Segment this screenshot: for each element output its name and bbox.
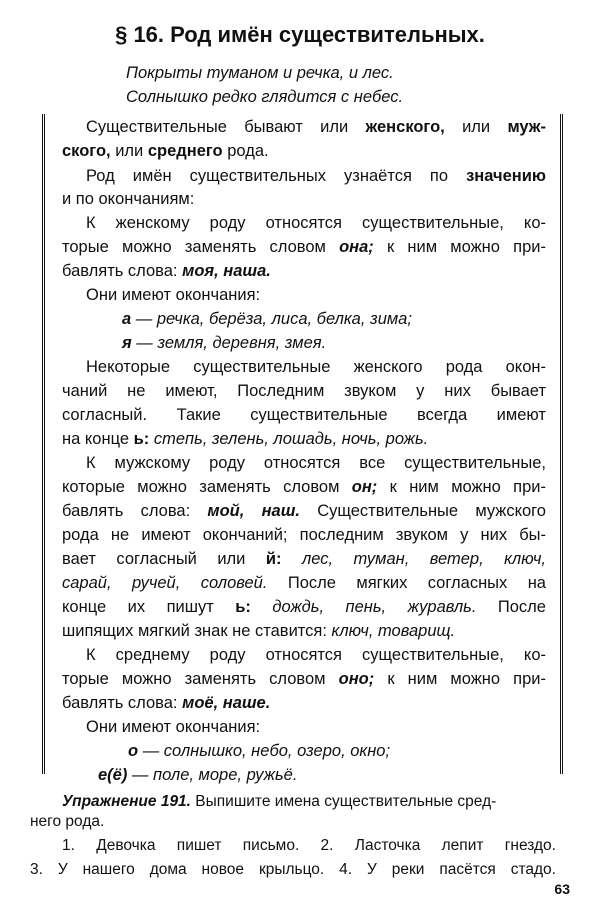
rule-p3-line1: К женскому роду относятся существительные, ко- [86, 214, 546, 232]
rule-p5-line3: согласный. Такие существительные всегда имеют [62, 406, 546, 424]
text: или [110, 142, 148, 160]
exercise-title: Упражнение 191. [62, 793, 191, 810]
ending-examples: — солнышко, небо, озеро, окно; [138, 742, 391, 760]
rule-p5-line1: Некоторые существительные женского рода окон- [86, 358, 546, 376]
rule-p7-line1: К среднему роду относятся существительные, ко- [86, 646, 546, 664]
text: бавлять слова: [62, 502, 208, 520]
text: Существительные бывают или [86, 118, 366, 136]
ending-examples: — земля, деревня, змея. [131, 334, 327, 352]
bold-term: й: [265, 550, 282, 568]
bold-italic-term: мой, наш. [207, 502, 300, 520]
text: После мягких согласных на [267, 574, 546, 592]
ending-ya-line [122, 333, 326, 353]
rule-p3-line2 [62, 237, 546, 257]
bold-term: ь: [235, 598, 251, 616]
rule-p6-line2 [62, 477, 546, 497]
text: Существительные мужского [299, 502, 546, 520]
rule-p8: Они имеют окончания: [86, 718, 261, 736]
section-heading: § 16. Род имён существительных. [115, 22, 485, 47]
bold-term: муж- [507, 118, 546, 136]
exercise-sentences-line2: 3. У нашего дома новое крыльцо. 4. У реки пасётся стадо. [30, 861, 556, 878]
text: Род имён существительных узнаётся по [86, 167, 467, 185]
rule-p6-line1: К мужскому роду относятся все существительные, [86, 454, 546, 472]
text: к ним можно при- [373, 238, 546, 256]
bold-italic-term: оно; [338, 670, 375, 688]
exercise-task: Выпишите имена существительные сред- [191, 793, 497, 810]
text: конце их пишут [62, 598, 236, 616]
bold-italic-term: моё, наше. [182, 694, 271, 712]
ending-key: а [122, 310, 132, 328]
exercise-task-line2: него рода. [30, 813, 105, 830]
italic-examples: степь, зелень, лошадь, ночь, рожь. [149, 430, 429, 448]
text: бавлять слова: [62, 262, 183, 280]
bold-term: значению [466, 167, 546, 185]
rule-p5-line4 [62, 429, 428, 449]
rule-p7-line2 [62, 669, 546, 689]
rule-p6-line3 [62, 501, 546, 521]
ending-key: о [128, 742, 139, 760]
ending-e-line [98, 765, 297, 785]
rule-p4: Они имеют окончания: [86, 286, 261, 304]
text: к ним можно при- [374, 670, 546, 688]
rule-p5-line2: чаний не имеют, Последним звуком у них бывает [62, 382, 546, 400]
epigraph-line-2: Солнышко редко глядится с небес. [126, 88, 404, 106]
exercise-sentences-line1: 1. Девочка пишет письмо. 2. Ласточка лепит гнездо. [62, 837, 556, 854]
bold-term: среднего [147, 142, 223, 160]
rule-p2-line1 [86, 166, 546, 186]
italic-examples: дождь, пень, журавль. [250, 598, 477, 616]
bold-italic-term: она; [339, 238, 374, 256]
bold-italic-term: моя, наша. [182, 262, 271, 280]
ending-a-line [122, 309, 412, 329]
text: шипящих мягкий знак не ставится: [62, 622, 332, 640]
bold-term: ь: [133, 430, 150, 448]
epigraph-line-1: Покрыты туманом и речка, и лес. [126, 64, 394, 82]
rule-p6-line7 [62, 597, 546, 617]
text: которые можно заменять словом [62, 478, 352, 496]
ending-o-line [128, 741, 390, 761]
bold-italic-term: он; [351, 478, 378, 496]
ending-key: я [122, 334, 132, 352]
italic-examples: ключ, товарищ. [331, 622, 456, 640]
ending-examples: — поле, море, ружьё. [127, 766, 298, 784]
text: бавлять слова: [62, 694, 183, 712]
text: торые можно заменять словом [62, 670, 339, 688]
ending-examples: — речка, берёза, лиса, белка, зима; [131, 310, 412, 328]
rule-p2-line2: и по окончаниям: [62, 190, 195, 208]
ending-key: е(ё) [98, 766, 128, 784]
rule-p6-line4: рода не имеют окончаний; последним звуком у них бы- [62, 526, 546, 544]
rule-p6-line8 [62, 621, 455, 641]
text: рода. [222, 142, 269, 160]
page-number: 63 [554, 881, 570, 897]
text: к ним можно при- [377, 478, 547, 496]
text: или [444, 118, 508, 136]
rule-p1-line2 [62, 141, 269, 161]
bold-term: ского, [62, 142, 111, 160]
exercise-task-line1 [62, 792, 496, 812]
italic-examples: сарай, ручей, соловей. [62, 574, 268, 592]
rule-p6-line6 [62, 573, 546, 593]
rule-p1-line1 [86, 117, 546, 137]
bold-term: женского, [365, 118, 445, 136]
text: После [476, 598, 546, 616]
rule-p7-line3 [62, 693, 270, 713]
text: на конце [62, 430, 134, 448]
rule-p6-line5 [62, 549, 546, 569]
text: вает согласный или [62, 550, 266, 568]
text: торые можно заменять словом [62, 238, 340, 256]
rule-p3-line3 [62, 261, 271, 281]
italic-examples: лес, туман, ветер, ключ, [281, 550, 546, 568]
